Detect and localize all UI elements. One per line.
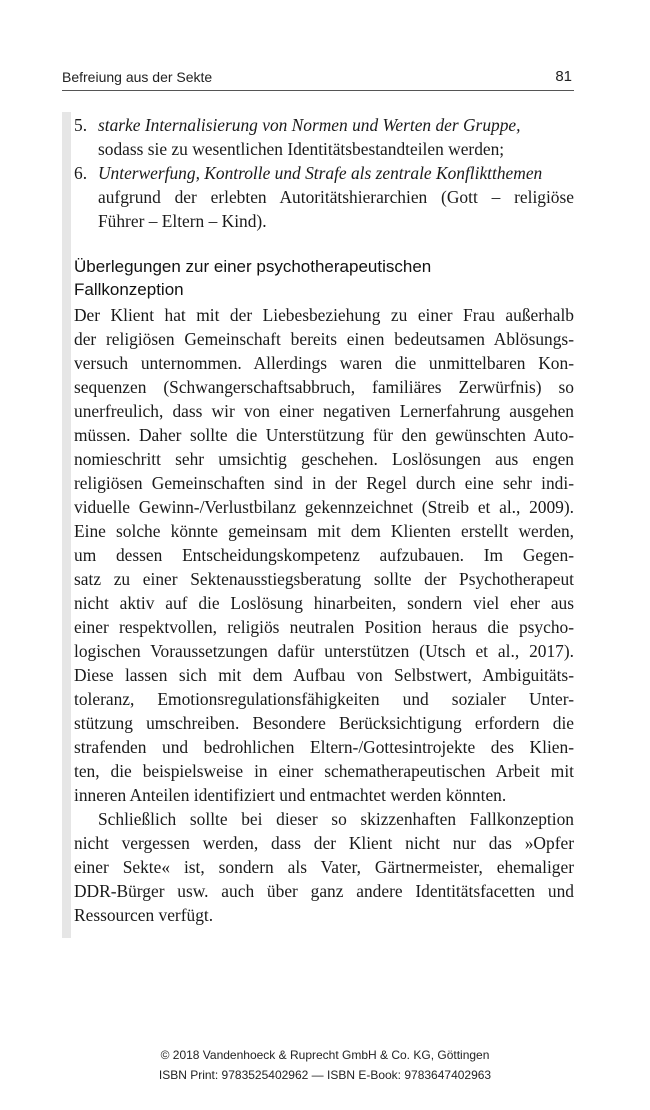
paragraph-line: nomieschritt sehr umsichtig geschehen. Loslösungen aus engen [74, 449, 574, 469]
list-item-6 [74, 161, 574, 233]
list-number: 5. [74, 115, 88, 135]
list-item-line: sodass sie zu wesentlichen Identitätsbestandteilen werden; [98, 139, 505, 159]
paragraph-line: Diese lassen sich mit dem Aufbau von Selbstwert, Ambiguitäts- [74, 665, 574, 685]
section-heading-line: Fallkonzeption [74, 280, 184, 299]
running-header-title: Befreiung aus der Sekte [62, 69, 213, 85]
margin-highlight-bar [62, 112, 71, 938]
footer-copyright: © 2018 Vandenhoeck & Ruprecht GmbH & Co. KG, Göttingen [160, 1048, 490, 1062]
paragraph-line: nicht vergessen werden, dass der Klient nicht nur das »Opfer [74, 833, 574, 853]
body-paragraph [74, 303, 574, 807]
paragraph-line: strafenden und bedrohlichen Eltern-/Gottesintrojekte des Klien- [74, 737, 574, 757]
paragraph-line: versuch unternommen. Allerdings waren die unmittelbaren Kon- [74, 353, 574, 373]
paragraph-line: Schließlich sollte bei dieser so skizzenhaften Fallkonzeption [98, 809, 574, 829]
list-item-line: Führer – Eltern – Kind). [98, 211, 267, 231]
body-paragraph [74, 807, 574, 927]
paragraph-line: DDR-Bürger usw. auch über ganz andere Identitätsfacetten und [74, 881, 574, 901]
paragraph-line: satz zu einer Sektenausstiegsberatung sollte der Psychotherapeut [74, 569, 574, 589]
paragraph-line: Der Klient hat mit der Liebesbeziehung zu einer Frau außerhalb [74, 305, 574, 325]
paragraph-line: einer respektvollen, religiös neutralen Position heraus die psycho- [74, 617, 574, 637]
paragraph-line: viduelle Gewinn-/Verlustbilanz gekennzeichnet (Streib et al., 2009). [74, 497, 574, 517]
paragraph-line: religiösen Gemeinschaften sind in der Regel durch eine sehr indi- [74, 473, 574, 493]
paragraph-line: logischen Voraussetzungen dafür unterstützen (Utsch et al., 2017). [74, 641, 574, 661]
list-item-lead: starke Internalisierung von Normen und Werten der Gruppe, [98, 115, 521, 135]
paragraph-line: einer Sekte« ist, sondern als Vater, Gärtnermeister, ehemaliger [74, 857, 574, 877]
paragraph-line: inneren Anteilen identifiziert und entmachtet werden könnten. [74, 785, 507, 805]
list-item-5 [74, 113, 574, 161]
paragraph-line: Ressourcen verfügt. [74, 905, 214, 925]
list-number: 6. [74, 163, 88, 183]
paragraph-line: toleranz, Emotionsregulationsfähigkeiten und sozialer Unter- [74, 689, 574, 709]
paragraph-line: stützung umschreiben. Besondere Berücksichtigung erfordern die [74, 713, 574, 733]
paragraph-line: müssen. Daher sollte die Unterstützung für den gewünschten Auto- [74, 425, 574, 445]
footer-isbn: ISBN Print: 9783525402962 — ISBN E-Book: 9783647402963 [158, 1068, 492, 1082]
paragraph-line: der religiösen Gemeinschaft bereits einen bedeutsamen Ablösungs- [74, 329, 574, 349]
paragraph-line: unerfreulich, dass wir von einer negativen Lernerfahrung ausgehen [74, 401, 574, 421]
section-heading-line: Überlegungen zur einer psychotherapeutischen [74, 257, 432, 276]
section-heading [74, 255, 574, 301]
page-number: 81 [555, 68, 572, 85]
paragraph-line: nicht aktiv auf die Loslösung hinarbeiten, sondern viel eher aus [74, 593, 574, 613]
list-item-line: aufgrund der erlebten Autoritätshierarchien (Gott – religiöse [98, 187, 574, 207]
paragraph-line: sequenzen (Schwangerschaftsabbruch, familiäres Zerwürfnis) so [74, 377, 574, 397]
paragraph-line: ten, die beispielsweise in einer schematherapeutischen Arbeit mit [74, 761, 574, 781]
list-item-lead: Unterwerfung, Kontrolle und Strafe als zentrale Konfliktthemen [98, 163, 543, 183]
paragraph-line: Eine solche könnte gemeinsam mit dem Klienten erstellt werden, [74, 521, 574, 541]
running-header [62, 68, 574, 91]
page-body [74, 113, 574, 927]
paragraph-line: um dessen Entscheidungskompetenz aufzubauen. Im Gegen- [74, 545, 574, 565]
